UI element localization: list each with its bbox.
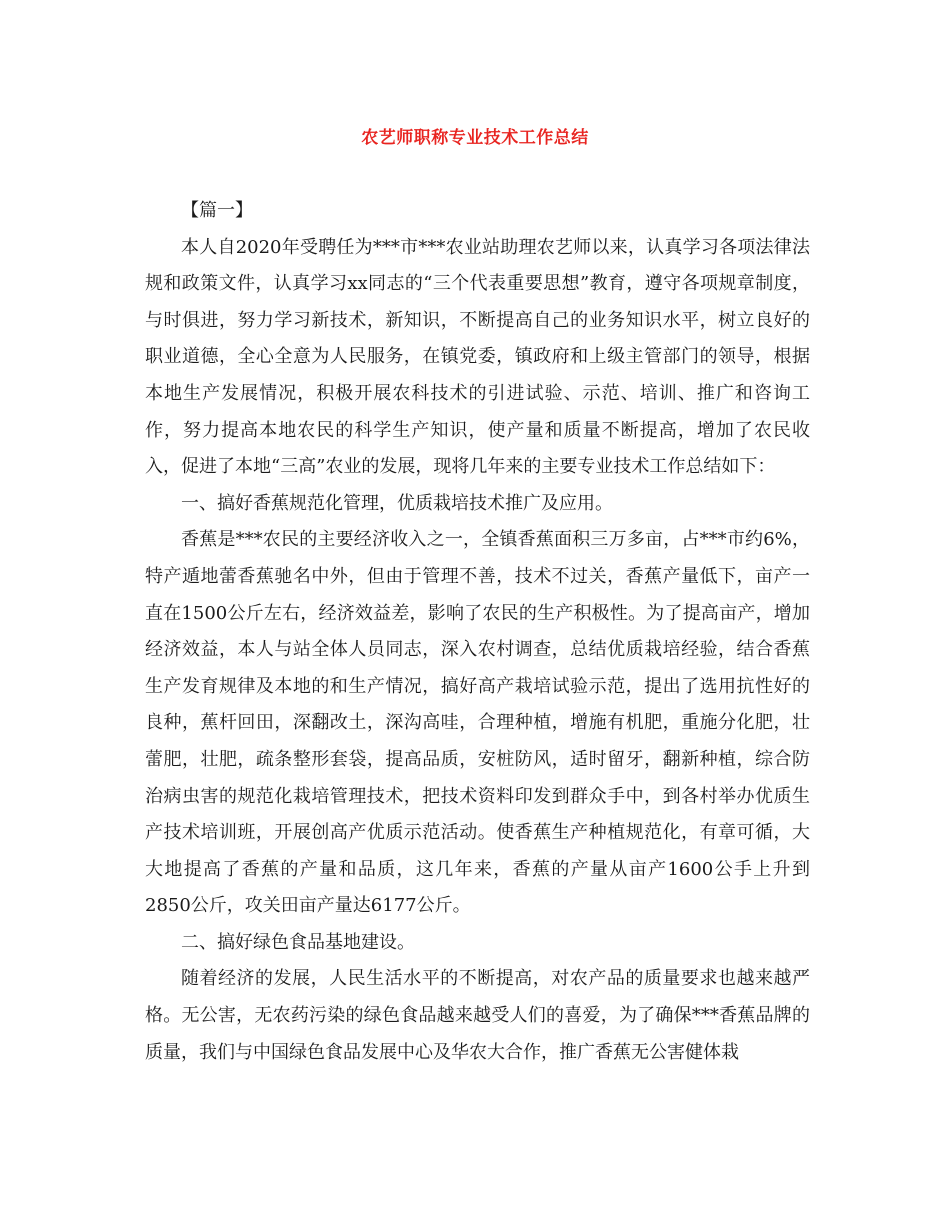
heading-green-food-base: 二、搞好绿色食品基地建设。 bbox=[181, 931, 415, 953]
paragraph-banana: 香蕉是***农民的主要经济收入之一，全镇香蕉面积三万多亩，占***市约6%，特产遁地蕾香蕉驰名中外，但由于管理不善，技术不过关，香蕉产量低下，亩产一直在1500公斤左右，经济效益差，影响了农民的生产积极性。为了提高亩产，增加经济效益，本人与站全体人员同志，深入农村调查，总结优质栽培经验，结合香蕉生产发育规律及本地的和生产情况，搞好高产栽培试验示范，提出了选用抗性好的良种，蕉杆回田，深翻改土，深沟高哇，合理种植，增施有机肥，重施分化肥，壮蕾肥，壮肥，疏条整形套袋，提高品质，安桩防风，适时留牙，翻新种植，综合防治病虫害的规范化栽培管理技术，把技术资料印发到群众手中，到各村举办优质生产技术培训班，开展创高产优质示范活动。使香蕉生产种植规范化，有章可循，大大地提高了香蕉的产量和品质，这几年来，香蕉的产量从亩产1600公手上升到2850公斤，攻关田亩产量达6177公斤。 bbox=[145, 529, 810, 917]
paragraph-green-food: 随着经济的发展，人民生活水平的不断提高，对农产品的质量要求也越来越严格。无公害，无农药污染的绿色食品越来越受人们的喜爱，为了确保***香蕉品牌的质量，我们与中国绿色食品发展中心及华农大合作，推广香蕉无公害健体栽 bbox=[145, 968, 810, 1063]
paragraph-intro: 本人自2020年受聘任为***市***农业站助理农艺师以来，认真学习各项法律法规和政策文件，认真学习xx同志的“三个代表重要思想”教育，遵守各项规章制度，与时俱进，努力学习新技术，新知识，不断提高自己的业务知识水平，树立良好的职业道德，全心全意为人民服务，在镇党委，镇政府和上级主管部门的领导，根据本地生产发展情况，积极开展农科技术的引进试验、示范、培训、推广和咨询工作，努力提高本地农民的科学生产知识，使产量和质量不断提高，增加了农民收入，促进了本地“三高”农业的发展，现将几年来的主要专业技术工作总结如下： bbox=[145, 236, 810, 478]
document-title: 农艺师职称专业技术工作总结 bbox=[361, 128, 589, 148]
heading-banana-management: 一、搞好香蕉规范化管理，优质栽培技术推广及应用。 bbox=[181, 492, 613, 514]
section-label: 【篇一】 bbox=[181, 200, 253, 221]
document-body bbox=[145, 193, 810, 1071]
